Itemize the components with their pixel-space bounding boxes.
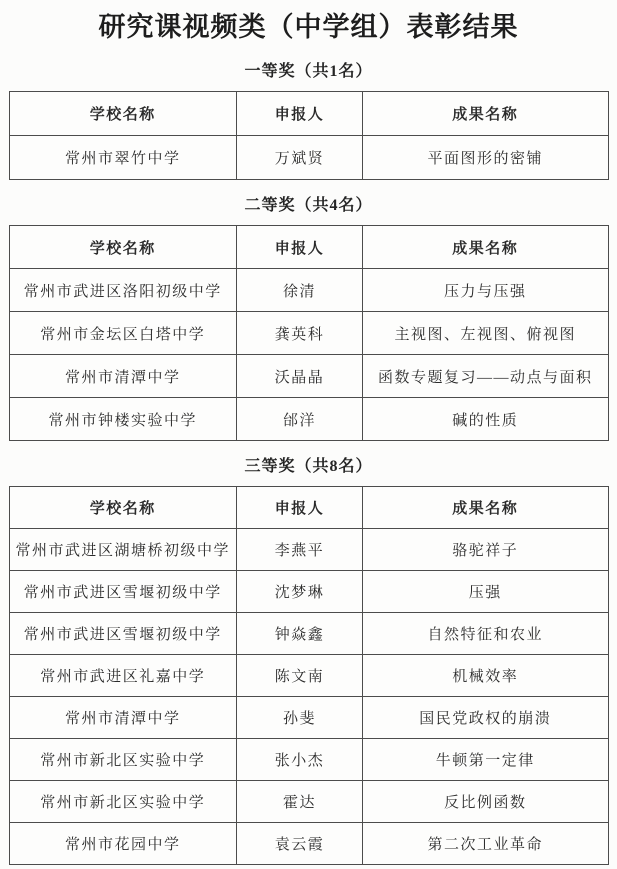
section-heading: 一等奖（共1名）	[244, 63, 373, 80]
school-name-cell: 常州市新北区实验中学	[9, 781, 237, 823]
result-name-cell: 压力与压强	[362, 269, 608, 312]
section-heading: 三等奖（共8名）	[244, 458, 373, 475]
award-table	[9, 486, 609, 865]
table-row	[9, 613, 608, 655]
table-row	[9, 312, 608, 355]
table-row	[9, 529, 608, 571]
applicant-cell: 霍达	[237, 781, 363, 823]
result-name-cell: 牛顿第一定律	[362, 739, 608, 781]
school-name-cell: 常州市金坛区白塔中学	[9, 312, 237, 355]
applicant-cell: 徐清	[237, 269, 363, 312]
applicant-cell: 万斌贤	[237, 136, 363, 180]
applicant-cell: 邰洋	[237, 398, 363, 441]
result-name-cell: 第二次工业革命	[362, 823, 608, 865]
table-header-row	[9, 226, 608, 269]
result-name-cell: 碱的性质	[362, 398, 608, 441]
school-name-cell: 常州市清潭中学	[9, 355, 237, 398]
result-name-cell: 国民党政权的崩溃	[362, 697, 608, 739]
school-name-cell: 常州市武进区礼嘉中学	[9, 655, 237, 697]
table-row	[9, 655, 608, 697]
result-name-cell: 自然特征和农业	[362, 613, 608, 655]
award-table	[9, 91, 609, 180]
school-name-cell: 常州市武进区洛阳初级中学	[9, 269, 237, 312]
school-name-cell: 常州市翠竹中学	[9, 136, 237, 180]
table-row	[9, 355, 608, 398]
section-heading: 二等奖（共4名）	[244, 197, 373, 214]
column-header: 成果名称	[362, 487, 608, 529]
column-header: 申报人	[237, 92, 363, 136]
table-row	[9, 269, 608, 312]
table-row	[9, 739, 608, 781]
column-header: 成果名称	[362, 226, 608, 269]
applicant-cell: 钟焱鑫	[237, 613, 363, 655]
applicant-cell: 孙斐	[237, 697, 363, 739]
result-name-cell: 函数专题复习——动点与面积	[362, 355, 608, 398]
table-row	[9, 398, 608, 441]
school-name-cell: 常州市新北区实验中学	[9, 739, 237, 781]
column-header: 申报人	[237, 226, 363, 269]
school-name-cell: 常州市花园中学	[9, 823, 237, 865]
result-name-cell: 压强	[362, 571, 608, 613]
school-name-cell: 常州市清潭中学	[9, 697, 237, 739]
applicant-cell: 袁云霞	[237, 823, 363, 865]
applicant-cell: 沃晶晶	[237, 355, 363, 398]
table-row	[9, 823, 608, 865]
page-title: 研究课视频类（中学组）表彰结果	[98, 12, 519, 42]
award-sections-container	[0, 61, 617, 865]
school-name-cell: 常州市武进区雪堰初级中学	[9, 571, 237, 613]
applicant-cell: 龚英科	[237, 312, 363, 355]
school-name-cell: 常州市武进区雪堰初级中学	[9, 613, 237, 655]
applicant-cell: 沈梦琳	[237, 571, 363, 613]
column-header: 学校名称	[9, 226, 237, 269]
award-table	[9, 225, 609, 441]
result-name-cell: 骆驼祥子	[362, 529, 608, 571]
table-header-row	[9, 92, 608, 136]
column-header: 学校名称	[9, 92, 237, 136]
table-row	[9, 697, 608, 739]
table-header-row	[9, 487, 608, 529]
result-name-cell: 反比例函数	[362, 781, 608, 823]
result-name-cell: 主视图、左视图、俯视图	[362, 312, 608, 355]
applicant-cell: 陈文南	[237, 655, 363, 697]
column-header: 学校名称	[9, 487, 237, 529]
applicant-cell: 张小杰	[237, 739, 363, 781]
school-name-cell: 常州市钟楼实验中学	[9, 398, 237, 441]
column-header: 申报人	[237, 487, 363, 529]
result-name-cell: 平面图形的密铺	[362, 136, 608, 180]
column-header: 成果名称	[362, 92, 608, 136]
table-row	[9, 136, 608, 180]
result-name-cell: 机械效率	[362, 655, 608, 697]
table-row	[9, 571, 608, 613]
school-name-cell: 常州市武进区湖塘桥初级中学	[9, 529, 237, 571]
table-row	[9, 781, 608, 823]
applicant-cell: 李燕平	[237, 529, 363, 571]
